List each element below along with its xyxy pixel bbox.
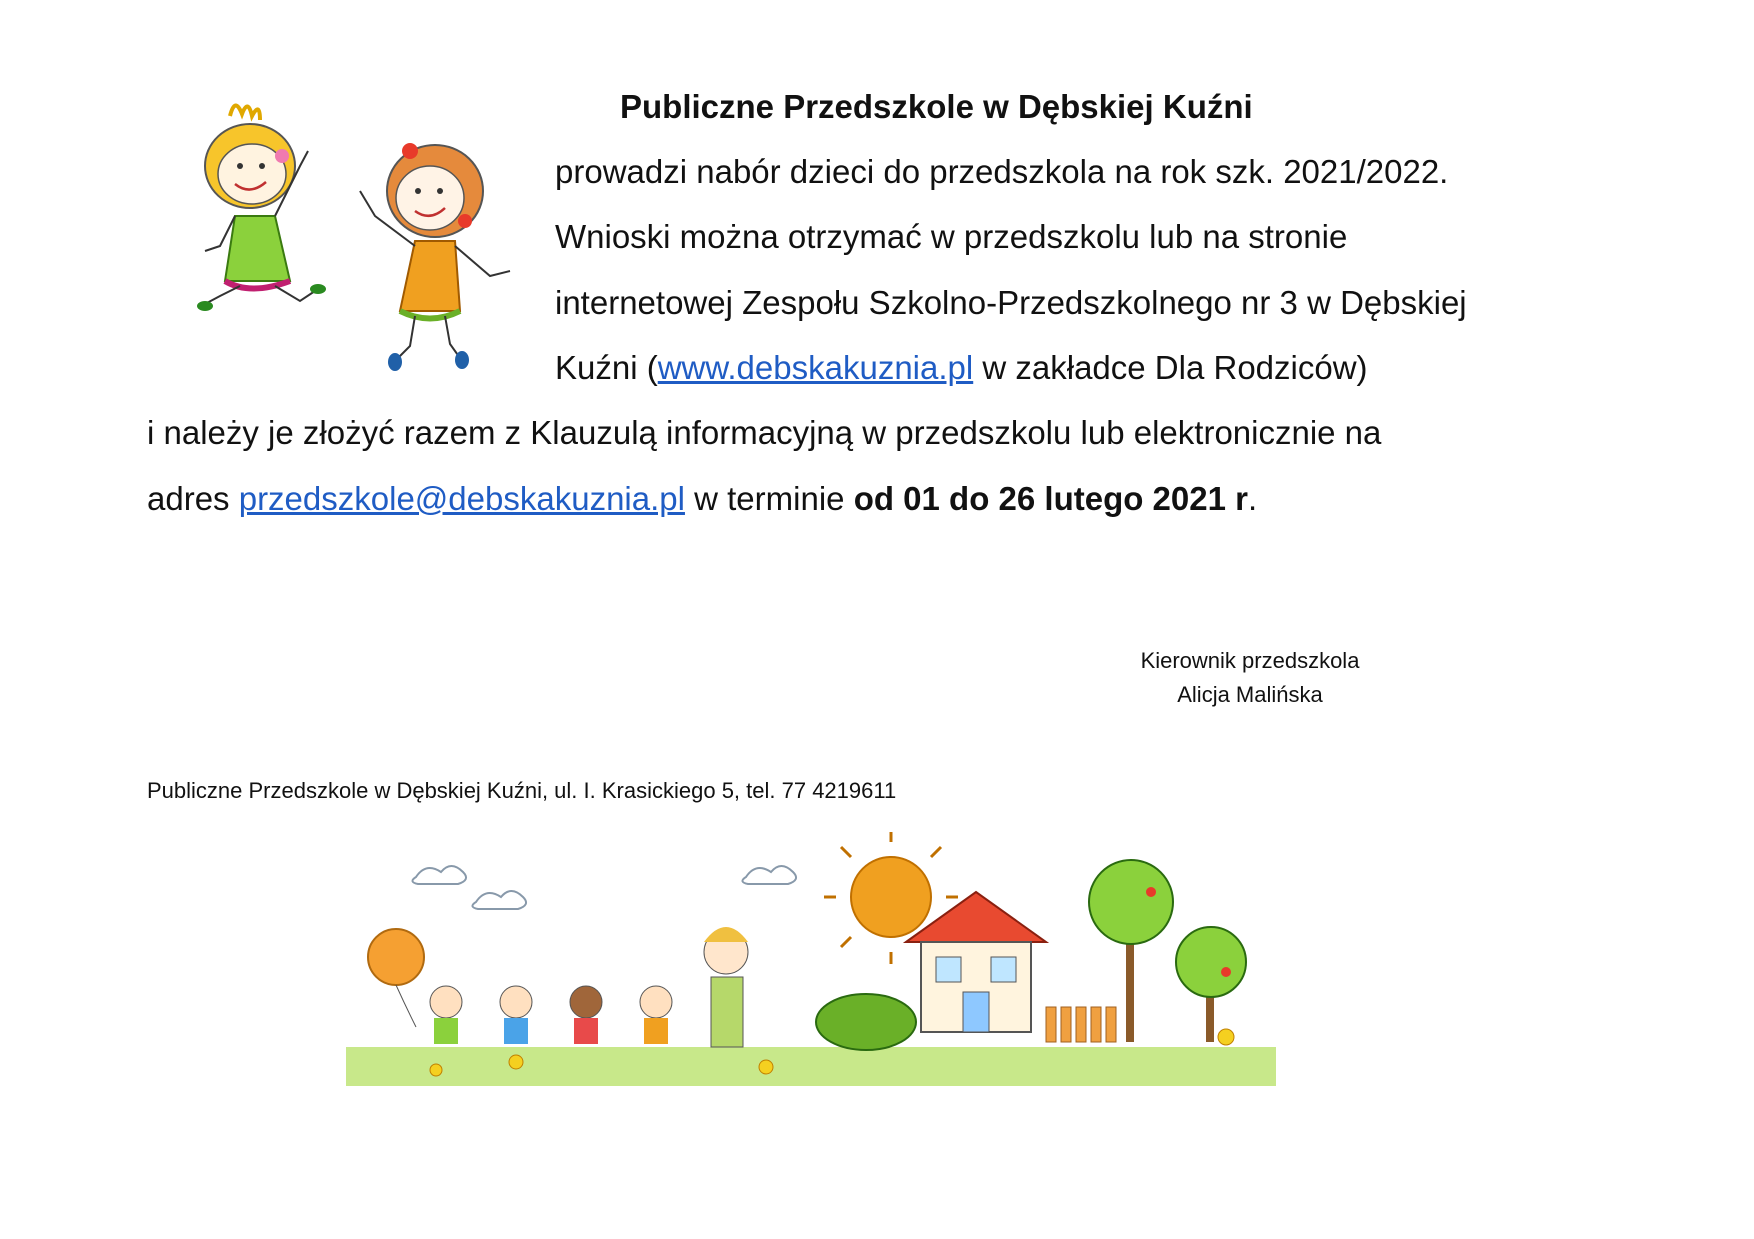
notice-line-email [147, 480, 1257, 518]
jumping-kids-icon [190, 96, 520, 376]
notice-line-enrollment: prowadzi nabór dzieci do przedszkola na rok szk. 2021/2022. [555, 153, 1449, 190]
notice-line-applications: Wnioski można otrzymać w przedszkolu lub na stronie [555, 218, 1348, 255]
line4-prefix: Kuźni ( [555, 349, 658, 386]
line6-middle: w terminie [684, 480, 854, 517]
kindergarten-scene-icon [346, 832, 1276, 1086]
line4-suffix: w zakładce Dla Rodziców) [973, 349, 1368, 386]
yellow-haired-girl-icon [197, 105, 326, 311]
red-haired-girl-icon [360, 143, 510, 371]
notice-line-website-info: internetowej Zespołu Szkolno-Przedszkolnego nr 3 w Dębskiej [555, 284, 1467, 321]
deadline-text: od 01 do 26 lutego 2021 r [853, 480, 1248, 517]
signature-block [1090, 644, 1410, 712]
line6-end: . [1247, 480, 1258, 517]
signature-name: Alicja Malińska [1177, 682, 1323, 707]
notice-title: Publiczne Przedszkole w Dębskiej Kuźni [620, 88, 1253, 125]
notice-line-submission: i należy je złożyć razem z Klauzulą informacyjną w przedszkolu lub elektronicznie na [147, 414, 1382, 451]
notice-line-website [555, 349, 1368, 387]
website-link[interactable]: www.debskakuznia.pl [657, 349, 974, 386]
footer-address: Publiczne Przedszkole w Dębskiej Kuźni, ul. I. Krasickiego 5, tel. 77 4219611 [147, 778, 897, 803]
teacher-icon [704, 927, 748, 1047]
line6-prefix: adres [147, 480, 239, 517]
email-link[interactable]: przedszkole@debskakuznia.pl [238, 480, 685, 517]
signature-role: Kierownik przedszkola [1140, 648, 1360, 673]
kids-row-icon [430, 986, 672, 1044]
